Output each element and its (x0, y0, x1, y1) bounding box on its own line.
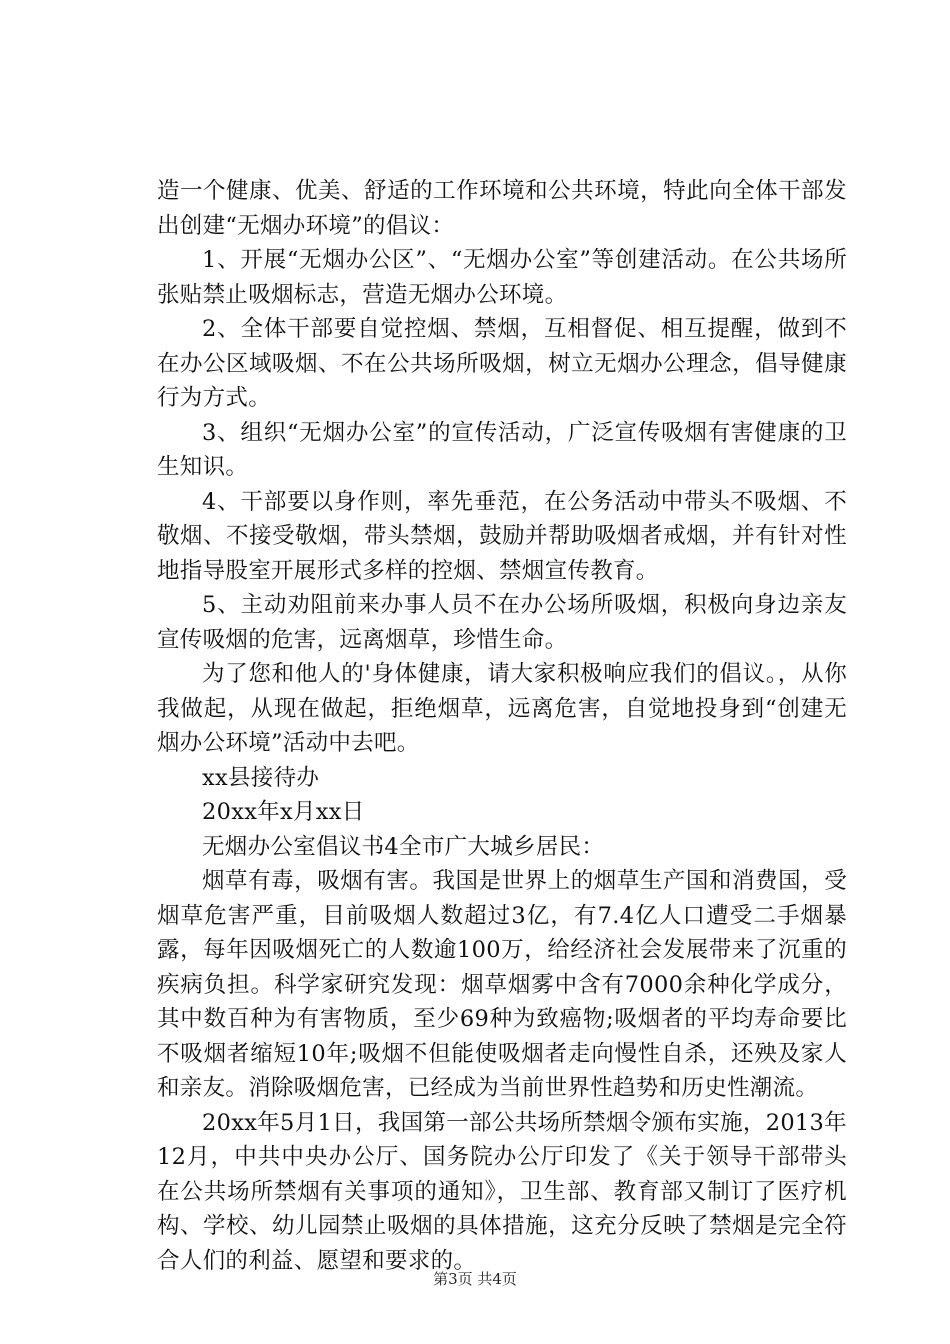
paragraph-intro: 造一个健康、优美、舒适的工作环境和公共环境，特此向全体干部发出创建“无烟办环境”的倡议： (157, 178, 847, 239)
section-heading: 无烟办公室倡议书4全市广大城乡居民： (202, 833, 605, 860)
paragraph-smoking-ban-history: 20xx年5月1日，我国第一部公共场所禁烟令颁布实施，2013年12月，中共中央办公厅、国务院办公厅印发了《关于领导干部带头在公共场所禁烟有关事项的通知》，卫生部、教育部又制订了医疗机构、学校、幼儿园禁止吸烟的具体措施，这充分反映了禁烟是完全符合人们的利益、愿望和要求的。 (157, 1109, 847, 1274)
paragraph-tobacco-harm: 烟草有毒，吸烟有害。我国是世界上的烟草生产国和消费国，受烟草危害严重，目前吸烟人数超过3亿，有7.4亿人口遭受二手烟暴露，每年因吸烟死亡的人数逾100万，给经济社会发展带来了沉重的疾病负担。科学家研究发现：烟草烟雾中含有7000余种化学成分，其中数百种为有害物质，至少69种为致癌物;吸烟者的平均寿命要比不吸烟者缩短10年;吸烟不但能使吸烟者走向慢性自杀，还殃及家人和亲友。消除吸烟危害，已经成为当前世界性趋势和历史性潮流。 (157, 868, 847, 1101)
paragraph-item-1: 1、开展“无烟办公区”、“无烟办公室”等创建活动。在公共场所张贴禁止吸烟标志，营造无烟办公环境。 (157, 247, 847, 308)
paragraph-closing-appeal: 为了您和他人的'身体健康，请大家积极响应我们的倡议。，从你我做起，从现在做起，拒绝烟草，远离危害，自觉地投身到“创建无烟办公环境”活动中去吧。 (157, 661, 847, 756)
paragraph-item-4: 4、干部要以身作则，率先垂范，在公务活动中带头不吸烟、不敬烟、不接受敬烟，带头禁烟，鼓励并帮助吸烟者戒烟，并有针对性地指导股室开展形式多样的控烟、禁烟宣传教育。 (157, 488, 847, 584)
document-body (157, 174, 847, 1278)
paragraph-item-2: 2、全体干部要自觉控烟、禁烟，互相督促、相互提醒，做到不在办公区域吸烟、不在公共场所吸烟，树立无烟办公理念，倡导健康行为方式。 (157, 316, 847, 411)
paragraph-item-5: 5、主动劝阻前来办事人员不在办公场所吸烟，积极向身边亲友宣传吸烟的危害，远离烟草，珍惜生命。 (157, 592, 847, 653)
signature-organization: xx县接待办 (202, 764, 320, 791)
page-number-footer: 第3页 共4页 (433, 1270, 517, 1288)
paragraph-item-3: 3、组织“无烟办公室”的宣传活动，广泛宣传吸烟有害健康的卫生知识。 (157, 419, 847, 480)
signature-date: 20xx年x月xx日 (202, 799, 365, 825)
